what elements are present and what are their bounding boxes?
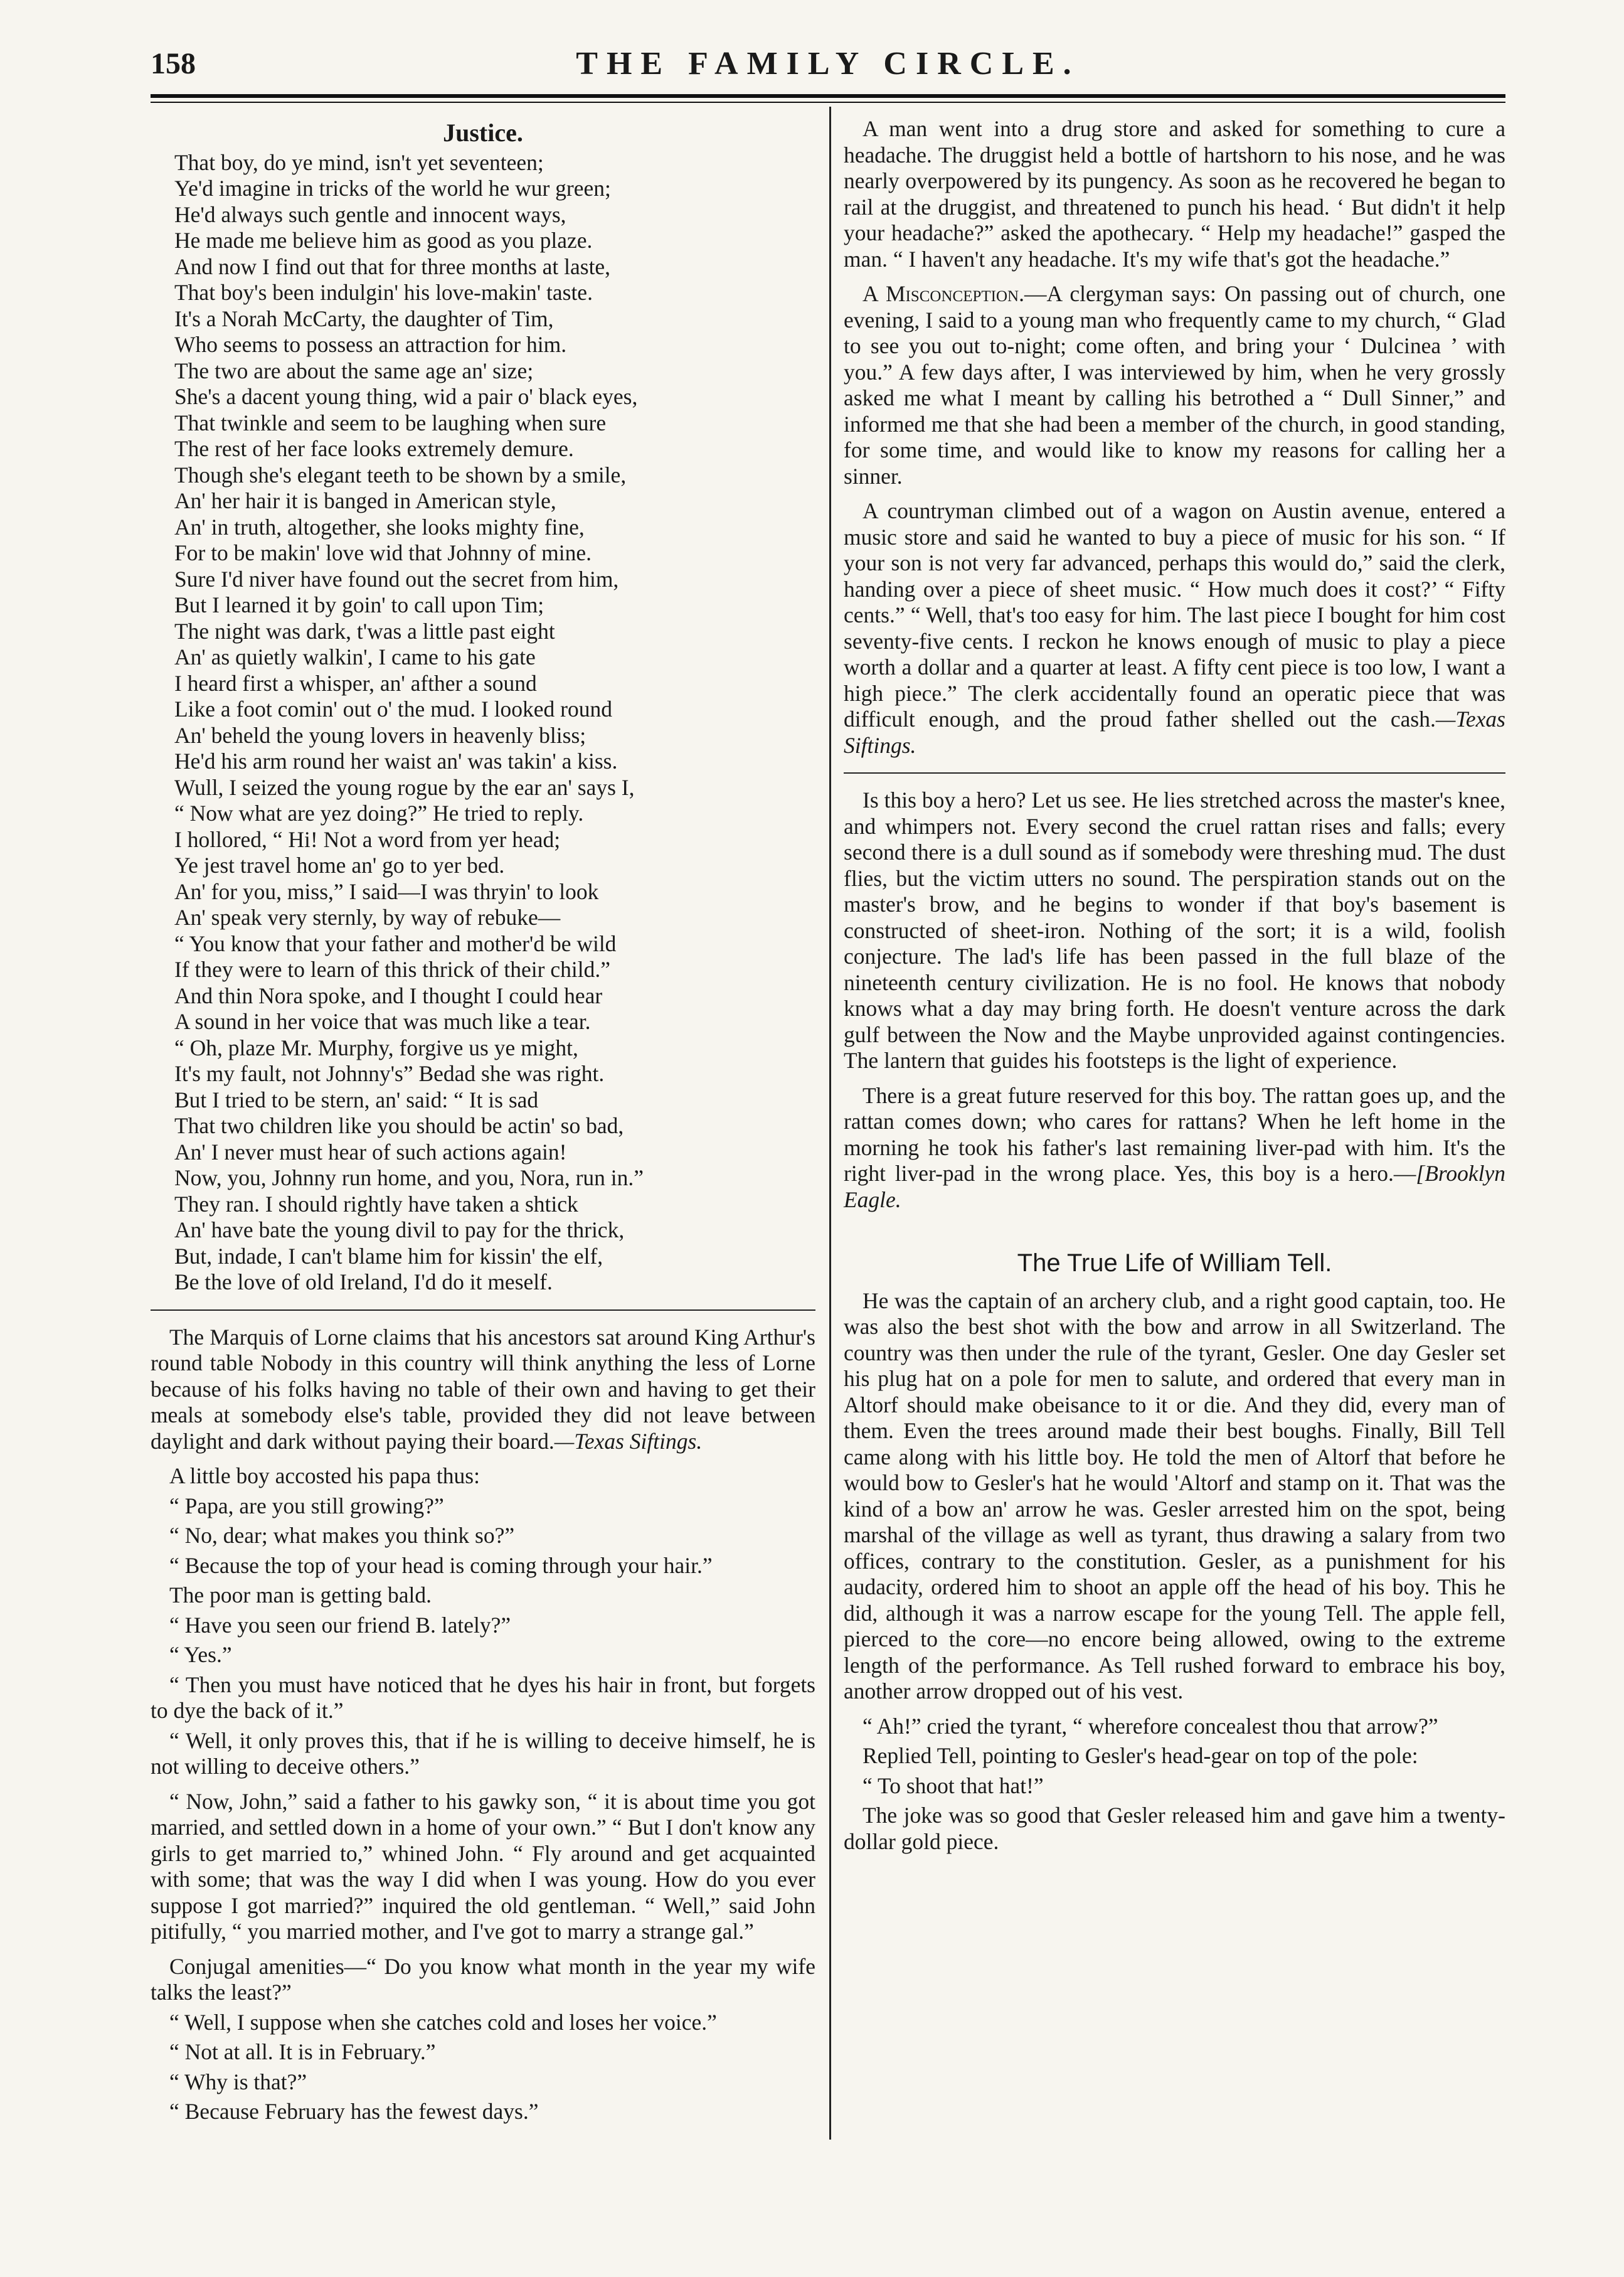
poem-line: That two children like you should be actin' so bad, <box>174 1113 624 1138</box>
poem-title: Justice. <box>443 119 523 147</box>
poem-line: But I learned it by goin' to call upon Tim; <box>174 592 544 617</box>
poem-line: She's a dacent young thing, wid a pair o' black eyes, <box>174 384 638 409</box>
poem-line: He'd his arm round her waist an' was takin' a kiss. <box>174 749 618 774</box>
poem-line: An' I never must hear of such actions again! <box>174 1139 567 1165</box>
poem-line: Wull, I seized the young rogue by the ear an' says I, <box>174 774 635 800</box>
poem-line: That boy, do ye mind, isn't yet seventeen; <box>174 149 544 175</box>
poem-line: And now I find out that for three months at laste, <box>174 253 611 279</box>
tell-paragraph: “ Ah!” cried the tyrant, “ wherefore concealest thou that arrow?” <box>862 1713 1438 1739</box>
poem-line: For to be makin' love wid that Johnny of mine. <box>174 540 592 565</box>
column-divider <box>829 107 831 2140</box>
poem-line: An' for you, miss,” I said—I was thryin' to look <box>174 878 599 904</box>
poem-line: An' her hair it is banged in American style, <box>174 488 556 513</box>
header-rule <box>151 94 1505 98</box>
poem-line: It's a Norah McCarty, the daughter of Tim, <box>174 306 554 331</box>
drug-store-paragraph: A man went into a drug store and asked for something to cure a headache. The druggist held a bottle of hartshorn to his nose, and he was nearly overpowered by its pungency. As soon as he recovered he began to rail at the druggist, and threatened to punch his head. ‘ But didn't it help your headache?” asked the apothecary. “ Help my headache!” gasped the man. “ I haven't any headache. It's my wife that's got the headache.” <box>844 116 1505 272</box>
tell-title: The True Life of William Tell. <box>1017 1249 1332 1277</box>
boy-intro: A little boy accosted his papa thus: <box>169 1463 480 1488</box>
poem-line: And thin Nora spoke, and I thought I could hear <box>174 983 603 1008</box>
poem-line: An' speak very sternly, by way of rebuke— <box>174 905 561 930</box>
poem-line: Now, you, Johnny run home, and you, Nora, run in.” <box>174 1165 644 1190</box>
tell-paragraph: “ To shoot that hat!” <box>862 1773 1044 1798</box>
hero-paragraph: Is this boy a hero? Let us see. He lies stretched across the master's knee, and whimpers not. Every second the cruel rattan rises and falls; every second there is a dull sound as if somebody were threshing mud. The dust flies, but the victim utters no sound. The perspiration stands out on the master's brow, and he begins to wonder if that boy's basement is constructed of sheet-iron. Nothing of the sort; it is a wild, foolish conjecture. The lad's life has been passed in the full blaze of the nineteenth century civilization. He is no fool. He knows that nobody knows what a day may bring forth. He doesn't venture across the dark gulf between the Now and the Maybe unprovided against contingencies. The lantern that guides his footsteps is the light of experience. <box>844 787 1505 1073</box>
countryman-paragraph <box>844 498 1505 759</box>
poem-line: An' in truth, altogether, she looks mighty fine, <box>174 514 585 540</box>
poem-line: They ran. I should rightly have taken a shtick <box>174 1191 578 1217</box>
poem-line: But, indade, I can't blame him for kissin' the elf, <box>174 1243 603 1269</box>
countryman-text: A countryman climbed out of a wagon on Austin avenue, entered a music store and said he wanted to buy a piece of music for his son. “ If your son is not very far advanced, perhaps this would do,” said the clerk, handing over a piece of sheet music. “ How much does it cost?’ “ Fifty cents.” “ Well, that's too easy for him. The last piece I bought for him cost seventy-five cents. I reckon he knows enough of music to play a piece worth a dollar and a quarter at least. A fifty cent piece is too low, I want a high piece.” The clerk accidentally found an operatic piece that was difficult enough, and the proud father shelled out the cash. <box>844 498 1505 732</box>
dialogue-line: “ Then you must have noticed that he dyes his hair in front, but forgets to dye the back of it.” <box>151 1672 815 1723</box>
left-column <box>151 116 815 2129</box>
running-title: THE FAMILY CIRCLE. <box>576 46 1080 82</box>
section-divider <box>151 1309 815 1311</box>
tell-paragraph: Replied Tell, pointing to Gesler's head-gear on top of the pole: <box>862 1743 1418 1768</box>
tell-paragraph: He was the captain of an archery club, and a right good captain, too. He was also the best shot with the bow and arrow in all Switzerland. The country was then under the rule of the tyrant, Gesler. One day Gesler set his plug hat on a pole for men to salute, and ordered that every man in Altorf should make obeisance to it or die. And they did, every man of them. Even the trees around made their best boughs. Finally, Bill Tell came along with his little boy. He told the men of Altorf that before he would bow to Gesler's hat he would 'Altorf and stamp on it. That was the kind of a bow an' arrow he was. Gesler arrested him on the spot, being marshal of the village as well as tyrant, thus drawing a salary from two offices, contrary to the constitution. Gesler, as a punishment for his audacity, ordered him to shoot an apple off the head of his boy. This he did, although it was a narrow escape for the young Tell. The apple fell, pierced to the core—no encore being allowed, owing to the extreme length of the performance. As Tell rushed forward to embrace his boy, another arrow dropped out of his vest. <box>844 1288 1505 1704</box>
poem-line: “ You know that your father and mother'd be wild <box>174 931 617 956</box>
poem-line: If they were to learn of this thrick of their child.” <box>174 957 610 982</box>
dialogue-line: “ Have you seen our friend B. lately?” <box>169 1612 511 1638</box>
dialogue-line: “ No, dear; what makes you think so?” <box>169 1523 515 1548</box>
poem-line: I hollored, “ Hi! Not a word from yer head; <box>174 826 561 852</box>
poem-line: The rest of her face looks extremely demure. <box>174 436 574 461</box>
dialogue-line: “ Papa, are you still growing?” <box>169 1493 444 1518</box>
poem-line: Who seems to possess an attraction for him. <box>174 332 567 357</box>
page-header <box>151 45 1505 95</box>
marquis-paragraph <box>151 1325 815 1455</box>
dialogue-line: “ Well, I suppose when she catches cold and loses her voice.” <box>169 2009 717 2035</box>
poem-line: Ye jest travel home an' go to yer bed. <box>174 853 505 878</box>
poem-line: An' beheld the young lovers in heavenly bliss; <box>174 722 586 748</box>
poem-line: “ Oh, plaze Mr. Murphy, forgive us ye might, <box>174 1035 578 1060</box>
tell-paragraph: The joke was so good that Gesler released him and gave him a twenty-dollar gold piece. <box>844 1803 1505 1854</box>
poem-line: He'd always such gentle and innocent ways, <box>174 201 566 227</box>
misconception-paragraph <box>844 281 1505 489</box>
john-paragraph: “ Now, John,” said a father to his gawky son, “ it is about time you got married, and settled down in a home of your own.” “ But I don't know any girls to get married to,” whined John. “ Fly around and get acquainted with some; that was the way I did when I was young. How do you ever suppose I got married?” inquired the old gentleman. “ Well,” said John pitifully, “ you married mother, and I've got to marry a strange gal.” <box>151 1788 815 1944</box>
dialogue-line: “ Because the top of your head is coming through your hair.” <box>169 1552 713 1578</box>
poem-line: That twinkle and seem to be laughing when sure <box>174 410 607 435</box>
right-column <box>844 116 1505 1858</box>
poem-line: Sure I'd niver have found out the secret from him, <box>174 566 619 592</box>
dialogue-line: “ Why is that?” <box>169 2069 307 2094</box>
poem-line: The night was dark, t'was a little past eight <box>174 618 555 644</box>
poem-line: Like a foot comin' out o' the mud. I looked round <box>174 696 613 722</box>
misconception-text: —A clergyman says: On passing out of church, one evening, I said to a young man who frequently came to my church, “ Glad to see you out to-night; come often, and bring your ‘ Dulcinea ’ with you.” A few days after, I was interviewed by him, when he very grossly asked me what I meant by calling his betrothed a “ Dull Sinner,” and informed me that she had been a member of the church, in good standing, for some time, and would like to know my reasons for calling her a sinner. <box>844 281 1505 489</box>
poem <box>151 150 815 1296</box>
poem-line: An' as quietly walkin', I came to his gate <box>174 644 536 669</box>
section-divider <box>844 772 1505 774</box>
poem-line: But I tried to be stern, an' said: “ It is sad <box>174 1087 539 1112</box>
poem-line: Ye'd imagine in tricks of the world he wur green; <box>174 176 611 201</box>
poem-line: It's my fault, not Johnny's” Bedad she was right. <box>174 1061 605 1086</box>
misconception-heading: A Misconception. <box>862 281 1024 306</box>
page-number: 158 <box>151 47 196 80</box>
dialogue-line: “ Well, it only proves this, that if he is willing to deceive himself, he is not willing to deceive others.” <box>151 1727 815 1779</box>
poem-line: Though she's elegant teeth to be shown by a smile, <box>174 462 627 488</box>
dialogue-line: “ Not at all. It is in February.” <box>169 2039 436 2064</box>
dialogue-line: The poor man is getting bald. <box>169 1582 432 1608</box>
marquis-credit: —Texas Siftings. <box>554 1428 703 1454</box>
poem-line: A sound in her voice that was much like a tear. <box>174 1009 591 1034</box>
poem-line: That boy's been indulgin' his love-makin' taste. <box>174 280 593 305</box>
poem-line: The two are about the same age an' size; <box>174 358 534 383</box>
poem-line: Be the love of old Ireland, I'd do it meself. <box>174 1269 553 1294</box>
poem-line: I heard first a whisper, an' afther a sound <box>174 670 537 696</box>
hero-text: There is a great future reserved for this boy. The rattan goes up, and the rattan comes down; who cares for rattans? When he left home in the morning he took his father's last remaining liver-pad with him. It's the right liver-pad in the wrong place. Yes, this boy is a hero.— <box>844 1082 1505 1186</box>
dialogue-line: “ Because February has the fewest days.” <box>169 2099 539 2124</box>
marquis-text: The Marquis of Lorne claims that his ancestors sat around King Arthur's round table Nobody in this country will think anything the less of Lorne because of his folks having no table of their own and having to get their meals at somebody else's table, provided they did not leave between daylight and dark without paying their board. <box>151 1324 815 1454</box>
header-rule-thin <box>151 102 1505 103</box>
dialogue-line: Conjugal amenities—“ Do you know what month in the year my wife talks the least?” <box>151 1953 815 2005</box>
countryman-credit: —Texas Siftings. <box>844 707 1505 758</box>
hero-credit: [Brooklyn Eagle. <box>844 1161 1505 1212</box>
poem-line: He made me believe him as good as you plaze. <box>174 228 593 253</box>
poem-line: An' have bate the young divil to pay for the thrick, <box>174 1217 625 1242</box>
hero-paragraph-2 <box>844 1083 1505 1213</box>
poem-line: “ Now what are yez doing?” He tried to reply. <box>174 801 584 826</box>
dialogue-line: “ Yes.” <box>169 1642 232 1667</box>
